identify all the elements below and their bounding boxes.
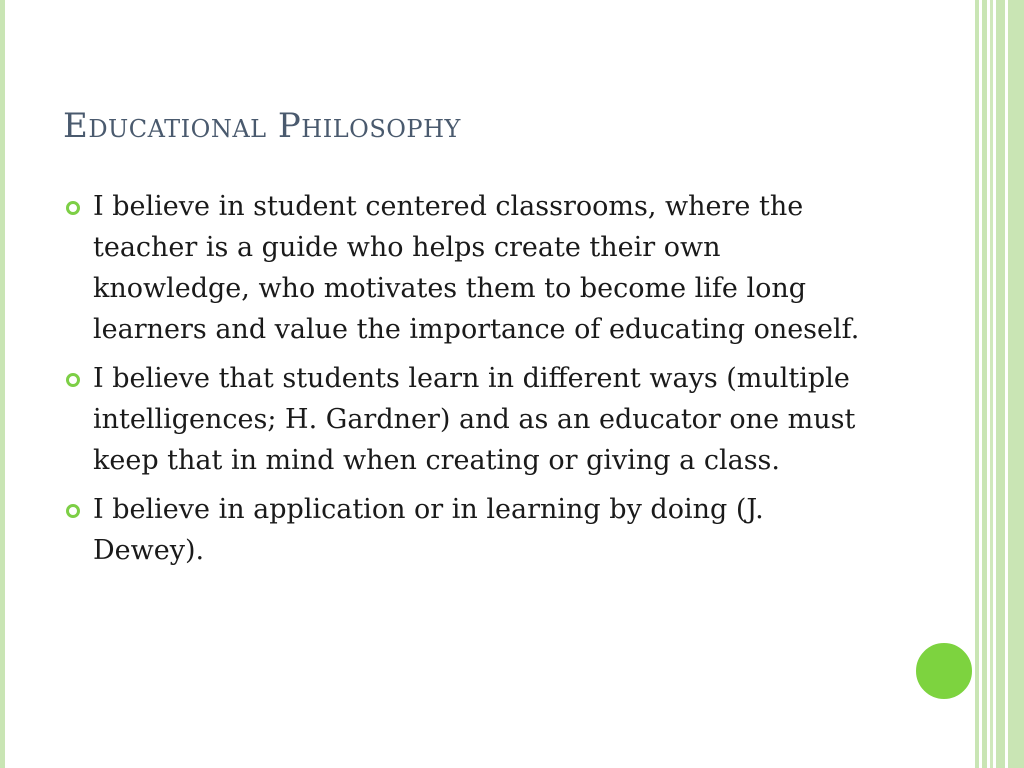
- left-border-decoration: [0, 0, 5, 768]
- bullet-text: I believe that students learn in different ways (multiple intelligences; H. Gardner) and as an educator one must keep that in mind when creating or giving a class.: [93, 363, 856, 476]
- ring-bullet-icon: [66, 504, 80, 518]
- bullet-text: I believe in application or in learning by doing (J. Dewey).: [93, 494, 764, 566]
- right-stripe-decoration: [982, 0, 987, 768]
- right-stripe-decoration: [990, 0, 993, 768]
- slide-title: Educational Philosophy: [63, 106, 461, 146]
- green-circle-icon: [913, 640, 975, 702]
- ring-bullet-icon: [66, 201, 80, 215]
- right-stripe-decoration: [996, 0, 1005, 768]
- bullet-text: I believe in student centered classrooms, where the teacher is a guide who helps create their own knowledge, who motivates them to become life long learners and value the importance of educating oneself.: [93, 191, 860, 345]
- bullet-item: [63, 489, 863, 571]
- right-stripe-decoration: [1008, 0, 1024, 768]
- bullet-item: [63, 186, 863, 350]
- ring-bullet-icon: [66, 373, 80, 387]
- bullet-list: [63, 186, 863, 579]
- bullet-item: [63, 358, 863, 481]
- right-stripe-decoration: [975, 0, 979, 768]
